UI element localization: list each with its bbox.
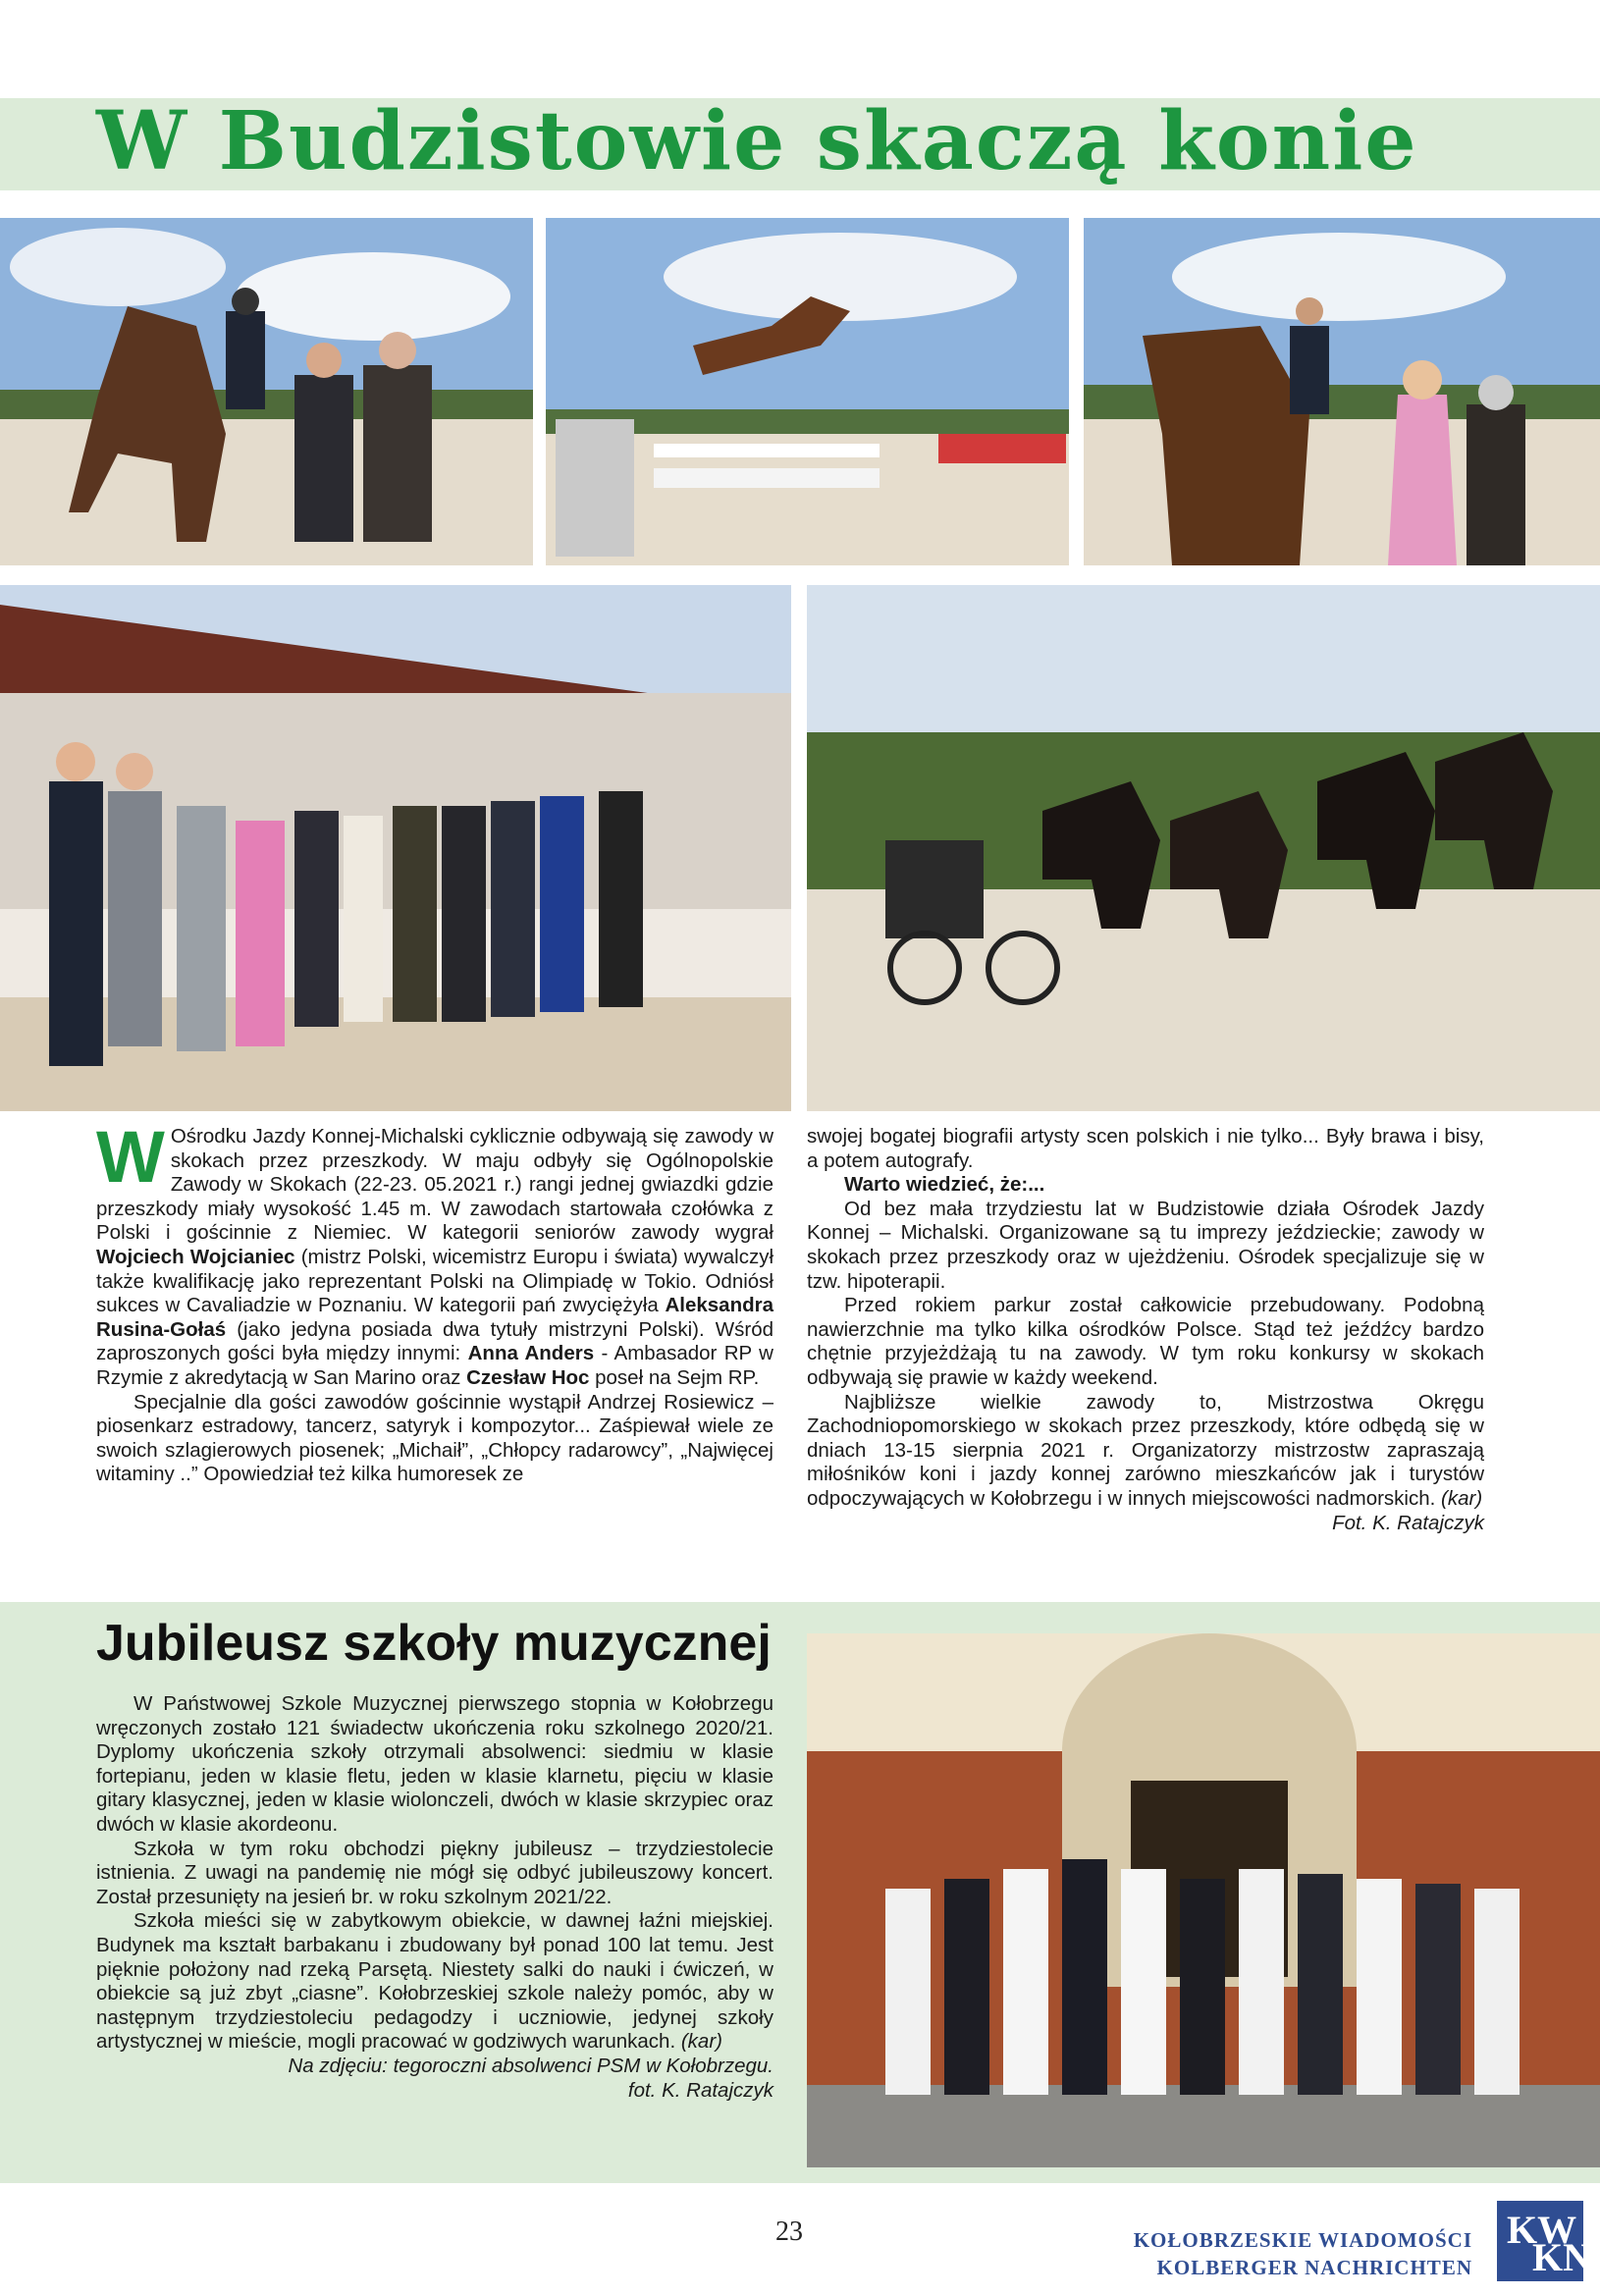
article2-p2 (96, 1838, 773, 1910)
text-run: (mistrz Polski, wicemistrz Europu i świata) wywalczył także kwalifikację jako reprezentant Polski na Olimpiadę w Tokio. Odniósł sukces w Cavaliadzie w Poznaniu. W kategorii pań zwyciężyła (96, 1245, 773, 1317)
article1-c2-p3-text (807, 1198, 1484, 1293)
article1-c2-p4 (807, 1294, 1484, 1390)
photo-trophy-ceremony (1084, 218, 1600, 565)
article1-c2-p5 (807, 1391, 1484, 1512)
photo-guests-group (0, 585, 791, 1111)
article1-c2-p2-text (844, 1173, 1044, 1196)
text-run: Wojciech Wojcianiec (96, 1245, 295, 1268)
text-run: Przed rokiem parkur został całkowicie przebudowany. Podobną nawierzchnie ma tylko kilka ośrodków Polsce. Stąd też jeźdźcy bardzo chętnie przyjeżdżają tu na zawody. W tym roku konkursy w skokach odbywają się prawie w każdy weekend. (807, 1294, 1484, 1389)
photo-trophy-rider (0, 218, 533, 565)
text-run: Aleksandra Rusina-Gołaś (96, 1294, 773, 1341)
text-run: Szkoła mieści się w zabytkowym obiekcie, w dawnej łaźni miejskiej. Budynek ma kształt barbakanu i zbudowany był ponad 100 lat temu. Jest pięknie położony nad rzeką Parsętą. Niestety salki do nauki i ćwiczeń, w obiekcie są już zbyt „ciasne”. Kołobrzeskiej szkole należy pomóc, aby w następnym trzydziestoleciu pedagodzy i uczniowie, jedynej szkoły artystycznej w mieście, mogli pracować w godziwych warunkach. (96, 1909, 773, 2054)
text-run: Szkoła w tym roku obchodzi piękny jubileusz – trzydziestolecie istnienia. Z uwagi na pandemię nie mógł się odbyć jubileuszowy koncert. Został przesunięty na jesień br. w roku szkolnym 2021/22. (96, 1837, 773, 1908)
logo-line-2: KN (1532, 2235, 1591, 2279)
text-run: Czesław Hoc (466, 1365, 590, 1389)
text-run: poseł na Sejm RP. (589, 1365, 760, 1389)
masthead-line-1: KOŁOBRZESKIE WIADOMOŚCI (1133, 2228, 1472, 2252)
article1-c1-p1-text (96, 1116, 773, 1389)
photo-carriage-driving (807, 585, 1600, 1111)
text-run: (jako jedyna posiada dwa tytuły mistrzyni Polski). Wśród zaproszonych gości była między innymi: (96, 1317, 773, 1365)
article1-column-2 (807, 1125, 1484, 1535)
article1-c2-p1 (807, 1125, 1484, 1173)
article2-caption: Na zdjęciu: tegoroczni absolwenci PSM w Kołobrzegu. (288, 2054, 773, 2077)
article1-c1-p1 (96, 1116, 773, 1391)
article2-p2-text (96, 1838, 773, 1908)
article1-c2-p2 (807, 1173, 1484, 1198)
text-run: (kar) (680, 2030, 722, 2054)
text-run: Anna Anders (467, 1342, 595, 1365)
article1-column-1 (96, 1116, 773, 1487)
text-run: Ośrodku Jazdy Konnej-Michalski cyklicznie odbywają się zawody w skokach przez przeszkody. W maju odbyły się Ogólnopolskie Zawody w Skokach (22-23. 05.2021 r.) rangi jednej gwiazdki gdzie przeszkody miały wysokość 1.45 m. W zawodach startowała czołówka z Polski i gościnnie z Niemiec. W kategorii seniorów zawody wygrał (96, 1125, 773, 1245)
article2-p1-text (96, 1692, 773, 1836)
article2-photo-credit: fot. K. Ratajczyk (627, 2078, 773, 2102)
article2-body (96, 1692, 773, 2103)
text-run: swojej bogatej biografii artysty scen polskich i nie tylko... Były brawa i bisy, a potem autografy. (807, 1125, 1484, 1172)
section-title: Jubileusz szkoły muzycznej (96, 1615, 772, 1672)
article2-p3-text (96, 1909, 773, 2053)
text-run: W Państwowej Szkole Muzycznej pierwszego stopnia w Kołobrzegu wręczonych zostało 121 świadectw ukończenia roku szkolnego 2020/21. Dyplomy ukończenia szkoły otrzymali absolwenci: siedmiu w klasie fortepianu, jeden w klasie fletu, jeden w klasie klarnetu, pięciu w klasie gitary klasycznej, jeden w klasie wiolonczeli, dwóch w klasie skrzypiec oraz dwóch w klasie akordeonu. (96, 1692, 773, 1836)
page-number: 23 (775, 2216, 803, 2247)
article2-p1 (96, 1692, 773, 1838)
article2-p3 (96, 1909, 773, 2055)
text-run: Warto wiedzieć, że:... (844, 1173, 1045, 1197)
article1-c1-p2 (96, 1391, 773, 1487)
page-title: W Budzistowie skaczą konie (96, 94, 1418, 188)
masthead (1134, 2226, 1472, 2281)
publication-logo (1497, 2201, 1591, 2281)
text-run: (kar) (1441, 1486, 1483, 1510)
article1-c2-p1-text (807, 1125, 1484, 1172)
photo-school-graduates (807, 1633, 1600, 2167)
text-run: Od bez mała trzydziestu lat w Budzistowie działa Ośrodek Jazdy Konnej – Michalski. Organizowane są tu imprezy jeździeckie; zawody w skokach przez przeszkody oraz w ujeżdżeniu. Ośrodek specjalizuje się w tzw. hipoterapii. (807, 1197, 1484, 1293)
article1-c2-p3 (807, 1198, 1484, 1294)
logo-line-1: KW (1507, 2208, 1577, 2252)
drop-cap: W (96, 1116, 165, 1198)
article1-c1-p2-text (96, 1391, 773, 1486)
masthead-line-2: KOLBERGER NACHRICHTEN (1156, 2256, 1472, 2279)
photo-horse-jumping (546, 218, 1069, 565)
text-run: Najbliższe wielkie zawody to, Mistrzostwa Okręgu Zachodniopomorskiego w skokach przez przeszkody, które odbędą się w dniach 13-15 sierpnia 2021 r. Organizatorzy mistrzostw zapraszają miłośników koni i jazdy konnej zarówno mieszkańców jak i turystów odpoczywających w Kołobrzegu i w innych miejscowości nadmorskich. (807, 1390, 1484, 1510)
article1-c2-p4-text (807, 1294, 1484, 1389)
article1-photo-credit: Fot. K. Ratajczyk (1332, 1511, 1484, 1534)
article1-c2-p5-text (807, 1391, 1484, 1510)
text-run: Specjalnie dla gości zawodów gościnnie wystąpił Andrzej Rosiewicz – piosenkarz estradowy, tancerz, satyryk i kompozytor... Zaśpiewał wiele ze swoich szlagierowych piosenek; „Michaił”, „Chłopcy radarowcy”, „Najwięcej witaminy ..” Opowiedział też kilka humoresek ze (96, 1390, 773, 1486)
text-run: - Ambasador RP w Rzymie z akredytacją w San Marino oraz (96, 1342, 773, 1389)
